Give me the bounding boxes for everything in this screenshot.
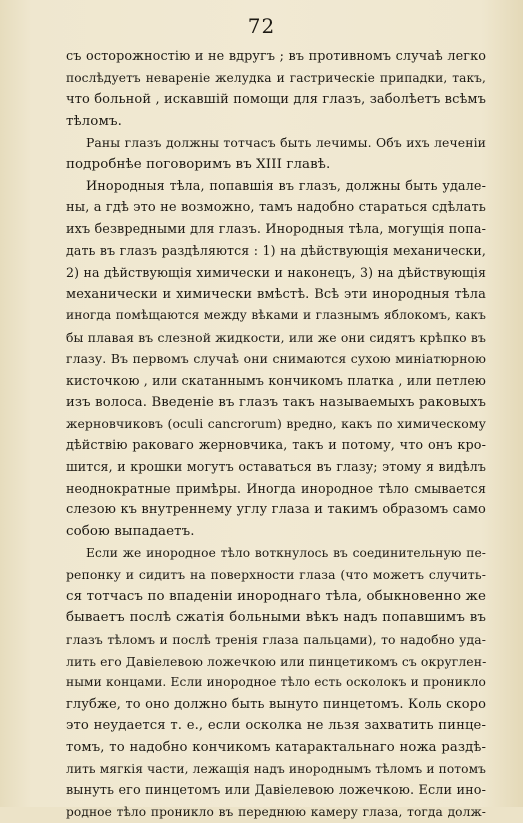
page-number: 72 bbox=[247, 14, 276, 38]
text-line: Если же инородное тѣло воткнулось въ соединительную пе- bbox=[86, 545, 486, 560]
text-line: лить его Давiелевою ложечкою или пинцетикомъ съ округлен- bbox=[66, 653, 487, 669]
text-line: дѣйствiю раковаго жерновчика, такъ и потому, что онъ кро- bbox=[66, 437, 486, 453]
text-line: слезою къ внутреннему углу глаза и такимъ образомъ само bbox=[66, 502, 486, 518]
text-line: ными концами. Если инородное тѣло есть осколокъ и проникло bbox=[66, 675, 486, 690]
text-line: лить мягкiя части, лежащiя надъ инороднымъ тѣломъ и потомъ bbox=[66, 761, 486, 776]
text-line: собою выпадаетъ. bbox=[66, 524, 195, 540]
text-line: съ осторожностію и не вдругъ ; въ противномъ случаѣ легко bbox=[66, 49, 486, 64]
text-line: жерновчиковъ (oculi cancrorum) вредно, какъ по химическому bbox=[66, 416, 486, 432]
text-line: глазу. Въ первомъ случаѣ они снимаются сухою миніатюрною bbox=[66, 351, 486, 367]
text-line: послѣдуетъ неваренiе желудка и гастрическiе припадки, такъ, bbox=[66, 70, 486, 85]
page-text bbox=[66, 46, 486, 823]
text-line: глубже, то оно должно быть вынуто пинцетомъ. Коль скоро bbox=[66, 696, 486, 712]
text-line: ихъ безвредными для глазъ. Инородныя тѣла, могущiя попа- bbox=[66, 221, 486, 237]
text-line: что больной , искавшiй помощи для глазъ, заболѣетъ всѣмъ bbox=[66, 92, 486, 108]
text-line: родное тѣло проникло въ переднюю камеру глаза, тогда долж- bbox=[66, 804, 486, 819]
text-line: тѣломъ. bbox=[66, 113, 122, 129]
text-line: вынуть его пинцетомъ или Давiелевою ложечкою. Если ино- bbox=[66, 783, 486, 799]
text-line: изъ волоса. Введенiе въ глазъ такъ называемыхъ раковыхъ bbox=[66, 394, 486, 410]
text-line: это неудается т. е., если осколка не льзя захватить пинце- bbox=[66, 718, 486, 734]
text-line: дать въ глазъ раздѣляются : 1) на дѣйствующiя механически, bbox=[66, 243, 486, 259]
text-line: 2) на дѣйствующiя химически и наконецъ, 3) на дѣйствующiя bbox=[66, 264, 486, 280]
text-line: ны, а гдѣ это не возможно, тамъ надобно стараться сдѣлать bbox=[66, 200, 486, 216]
text-line: репонку и сидитъ на поверхности глаза (что можетъ случить- bbox=[66, 567, 486, 583]
text-line: подробнѣе поговоримъ въ XIII главѣ. bbox=[66, 156, 331, 172]
text-line: ся тотчасъ по впаденiи инороднаго тѣла, обыкновенно же bbox=[66, 588, 486, 604]
text-line: иногда помѣщаются между вѣками и глазнымъ яблокомъ, какъ bbox=[66, 308, 486, 323]
text-line: Инородныя тѣла, попавшiя въ глазъ, должны быть удале- bbox=[86, 178, 486, 194]
text-line: шится, и крошки могутъ оставаться въ глазу; этому я видѣлъ bbox=[66, 459, 486, 475]
text-line: механически и химически вмѣстѣ. Всѣ эти инородныя тѣла bbox=[66, 286, 486, 302]
text-line: бы плавая въ слезной жидкости, или же они сидятъ крѣпко въ bbox=[66, 329, 486, 345]
text-line: бываетъ послѣ сжатiя больными вѣкъ надъ попавшимъ въ bbox=[66, 610, 486, 626]
text-line: кисточкою , или скатаннымъ кончикомъ платка , или петлею bbox=[66, 372, 486, 388]
text-line: Раны глазъ должны тотчасъ быть лечимы. Объ ихъ леченiи bbox=[86, 135, 486, 151]
text-line: глазъ тѣломъ и послѣ тренiя глаза пальцами), то надобно уда- bbox=[66, 632, 486, 648]
text-line: неоднократные примѣры. Иногда инородное тѣло смывается bbox=[66, 480, 486, 496]
text-line: томъ, то надобно кончикомъ катарактальнаго ножа раздѣ- bbox=[66, 740, 486, 755]
